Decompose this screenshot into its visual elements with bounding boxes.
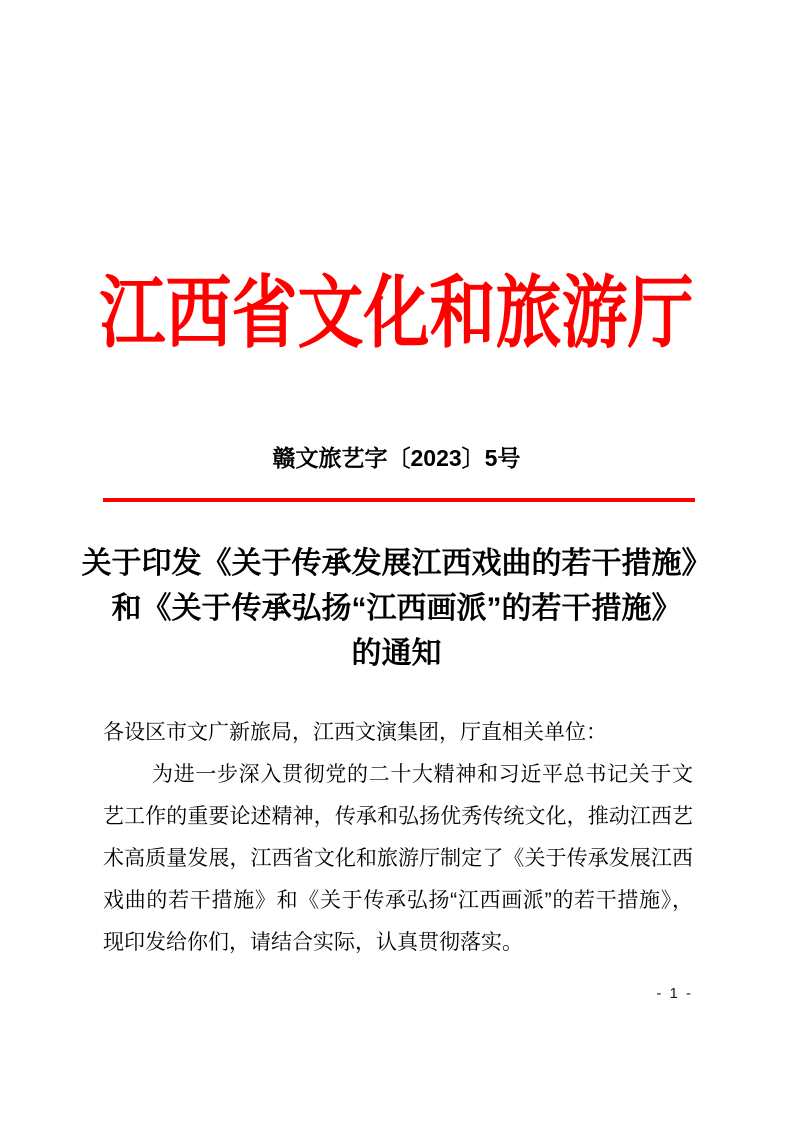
notice-title-line-3: 的通知	[351, 637, 442, 670]
body-paragraph-line: 现印发给你们，请结合实际，认真贯彻落实。	[103, 931, 523, 954]
notice-body	[103, 712, 693, 964]
body-paragraph-line: 艺工作的重要论述精神，传承和弘扬优秀传统文化，推动江西艺	[103, 805, 693, 828]
salutation-line: 各设区市文广新旅局，江西文演集团，厅直相关单位：	[103, 721, 607, 744]
body-paragraph-line: 术高质量发展，江西省文化和旅游厅制定了《关于传承发展江西	[103, 847, 693, 870]
agency-title: 江西省文化和旅游厅	[99, 268, 694, 357]
page-number: - 1 -	[656, 985, 693, 1002]
body-paragraph-line: 戏曲的若干措施》和《关于传承弘扬“江西画派”的若干措施》，	[103, 889, 693, 912]
notice-title	[0, 541, 793, 676]
red-divider-line	[103, 498, 695, 502]
document-number: 赣文旅艺字〔2023〕5号	[272, 445, 521, 471]
notice-title-line-2: 和《关于传承弘扬“江西画派”的若干措施》	[111, 592, 682, 625]
body-paragraph-line: 为进一步深入贯彻党的二十大精神和习近平总书记关于文	[152, 763, 693, 786]
notice-title-line-1: 关于印发《关于传承发展江西戏曲的若干措施》	[81, 547, 712, 580]
